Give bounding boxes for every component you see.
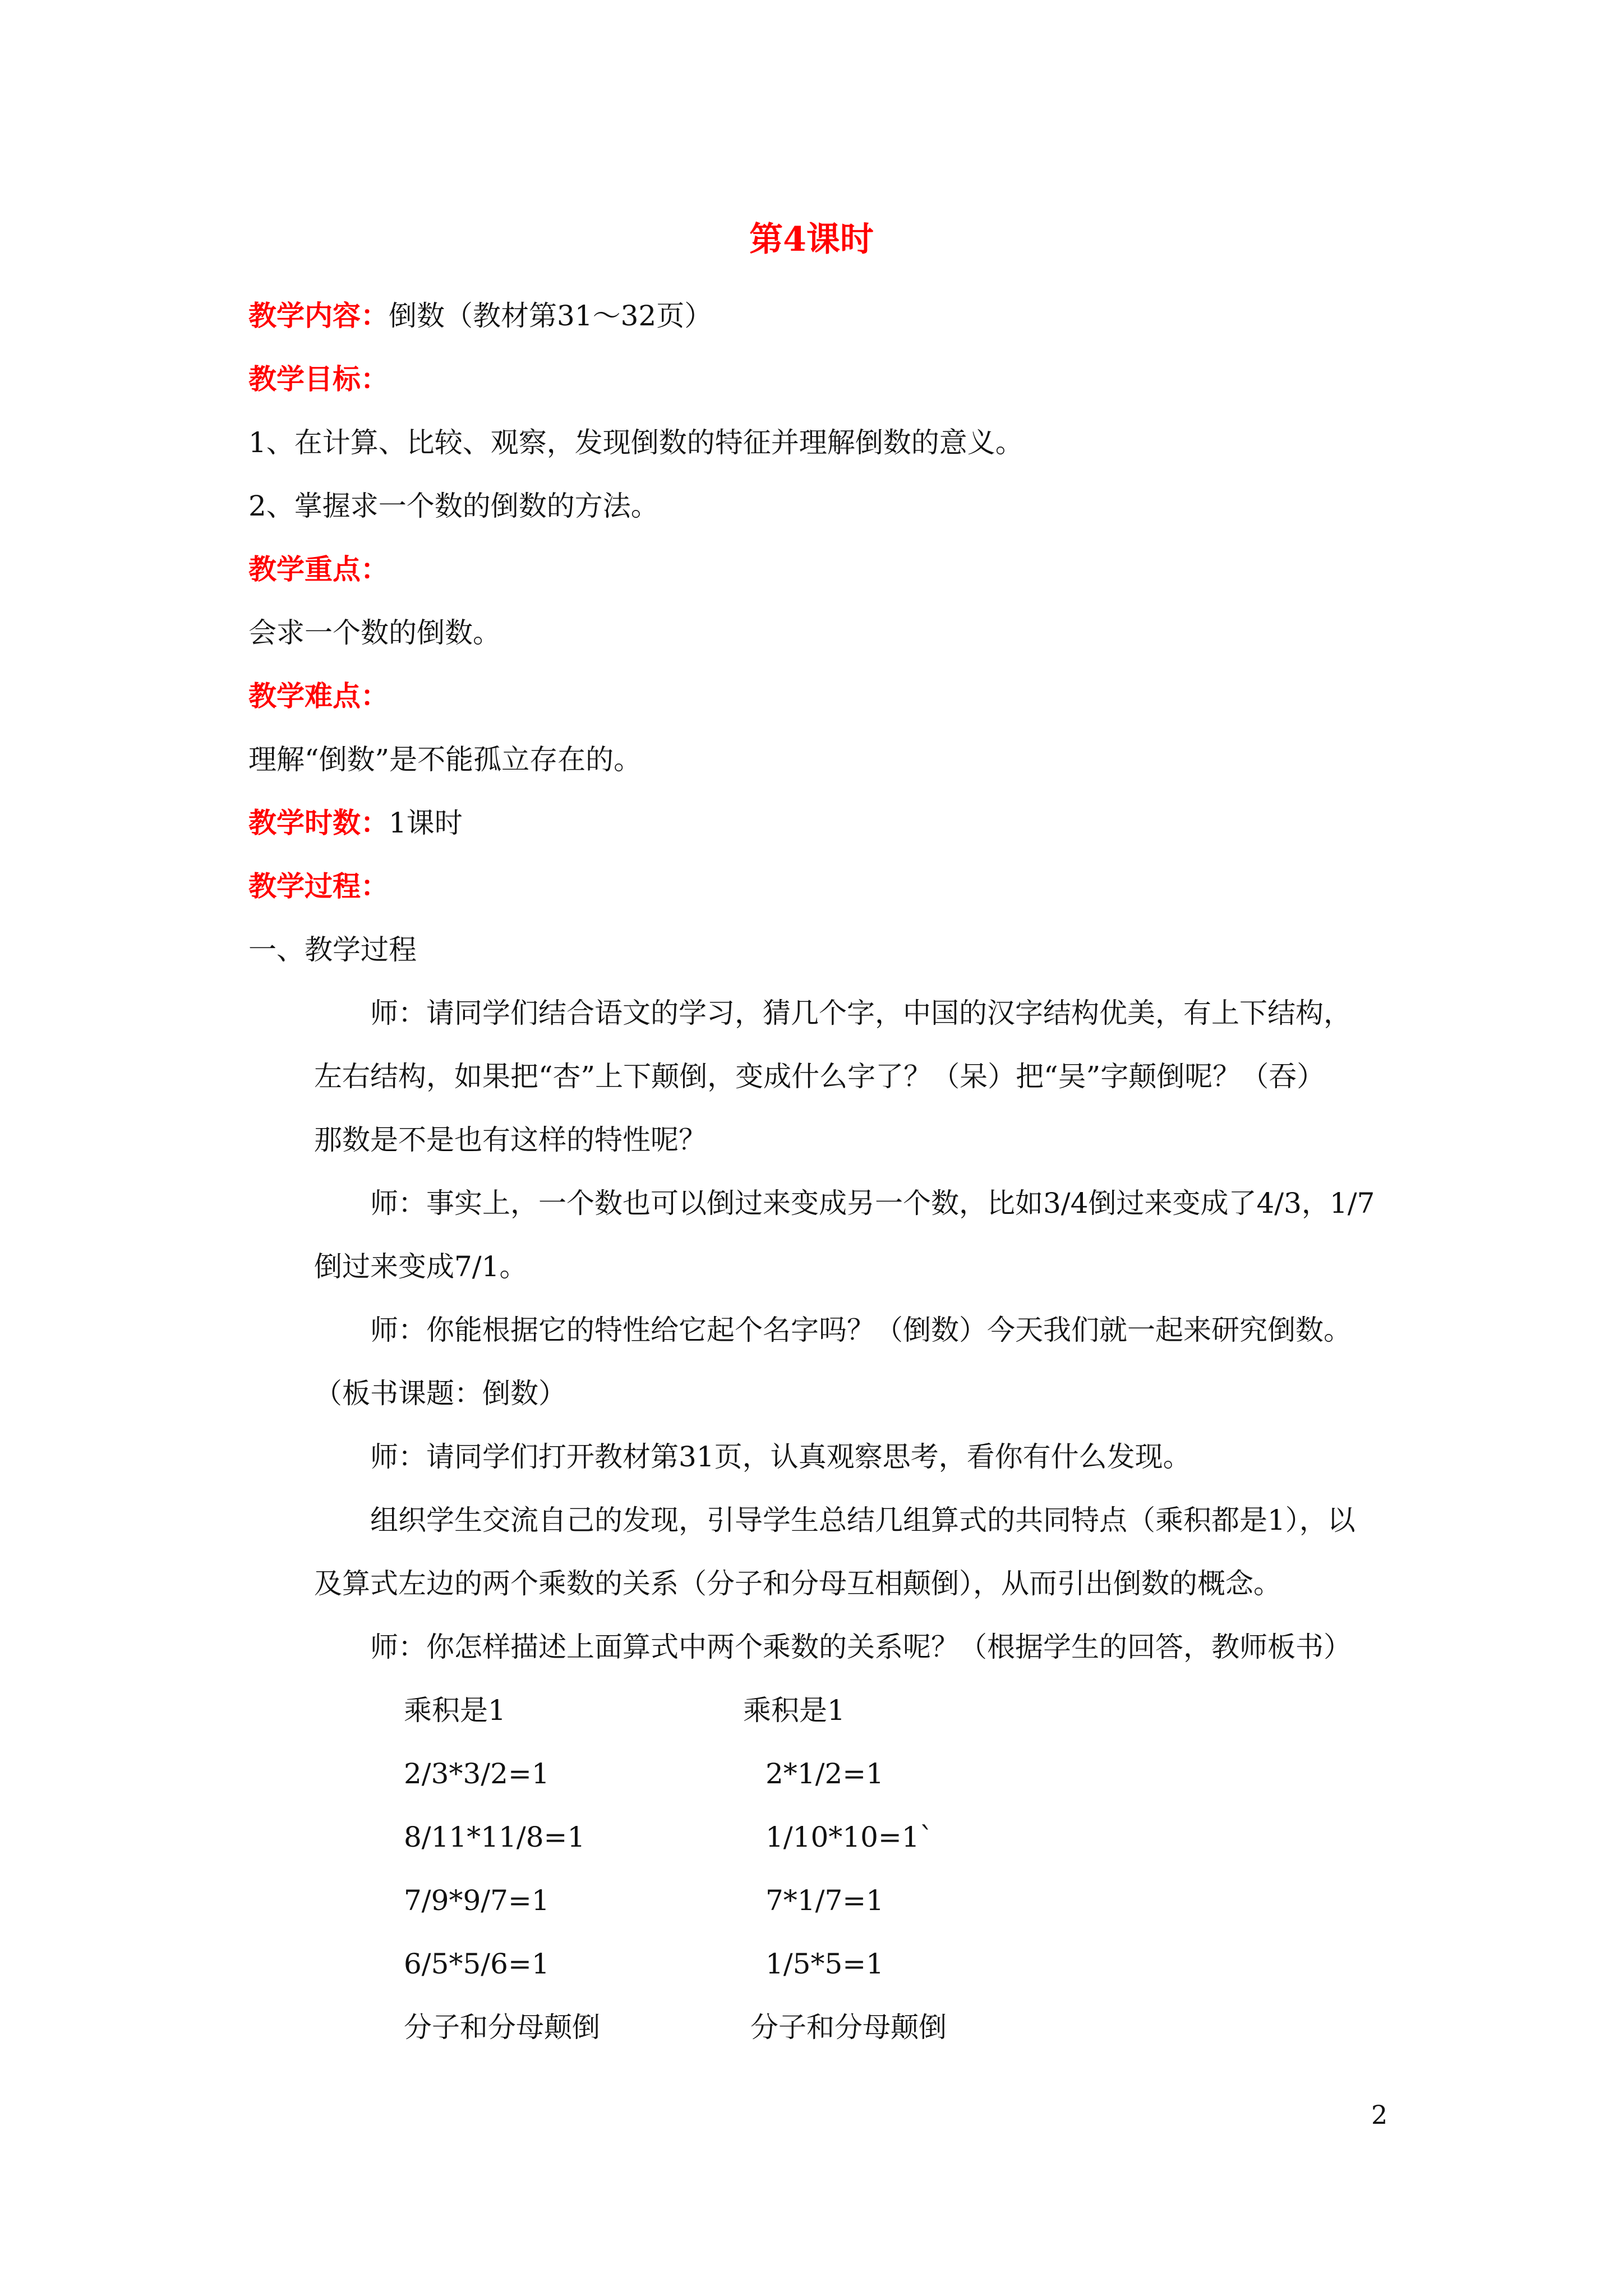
page-number: 2 [1371,2100,1388,2130]
objective-item: 1、在计算、比较、观察，发现倒数的特征并理解倒数的意义。 [248,426,1023,459]
paragraph-line: 师：你能根据它的特性给它起个名字吗？（倒数）今天我们就一起来研究倒数。 [314,1314,1352,1346]
board-right-footer: 分子和分母颠倒 [750,2011,947,2044]
board-left-equation: 7/9*9/7=1 [404,1884,550,1917]
paragraph-line: 左右结构，如果把“杏”上下颠倒，变成什么字了？（呆）把“吴”字颠倒呢？（吞） [314,1060,1325,1093]
board-left-equation: 8/11*11/8=1 [404,1821,585,1853]
objective-item: 2、掌握求一个数的倒数的方法。 [248,490,659,522]
hours-value: 1课时 [389,807,463,839]
board-left-equation: 2/3*3/2=1 [404,1757,550,1790]
board-left-equation: 6/5*5/6=1 [404,1948,550,1980]
paragraph-line: 师：你怎样描述上面算式中两个乘数的关系呢？（根据学生的回答，教师板书） [314,1631,1352,1663]
board-right-equation: 2*1/2=1 [766,1757,884,1790]
paragraph-line: （板书课题：倒数） [314,1377,566,1410]
hours-label: 教学时数： [248,806,389,839]
page-title: 第4课时 [749,220,874,259]
content-row [248,293,712,338]
board-right-equation: 1/10*10=1` [766,1821,934,1853]
key-point-value: 会求一个数的倒数。 [248,616,501,649]
board-right-equation: 7*1/7=1 [766,1884,884,1917]
paragraph-line: 师：请同学们打开教材第31页，认真观察思考，看你有什么发现。 [314,1441,1191,1473]
objectives-label: 教学目标： [248,362,389,395]
board-left-header: 乘积是1 [404,1694,506,1727]
paragraph-line: 师：事实上，一个数也可以倒过来变成另一个数，比如3/4倒过来变成了4/3，1/7 [314,1187,1375,1220]
section-heading: 一、教学过程 [248,933,417,966]
board-left-footer: 分子和分母颠倒 [404,2011,600,2044]
content-label: 教学内容： [248,299,389,332]
difficulty-value: 理解“倒数”是不能孤立存在的。 [248,743,642,776]
paragraph-line: 及算式左边的两个乘数的关系（分子和分母互相颠倒），从而引出倒数的概念。 [314,1567,1281,1600]
board-right-header: 乘积是1 [743,1694,845,1727]
paragraph-line: 倒过来变成7/1。 [314,1250,528,1283]
paragraph-line: 那数是不是也有这样的特性呢？ [314,1124,707,1156]
paragraph-line: 组织学生交流自己的发现，引导学生总结几组算式的共同特点（乘积都是1），以 [314,1504,1355,1536]
content-value: 倒数（教材第31～32页） [389,300,713,332]
process-label: 教学过程： [248,869,389,903]
board-right-equation: 1/5*5=1 [766,1948,884,1980]
difficulty-label: 教学难点： [248,679,389,712]
paragraph-line: 师：请同学们结合语文的学习，猜几个字，中国的汉字结构优美，有上下结构， [314,997,1352,1029]
hours-row [248,800,463,845]
key-point-label: 教学重点： [248,553,389,586]
